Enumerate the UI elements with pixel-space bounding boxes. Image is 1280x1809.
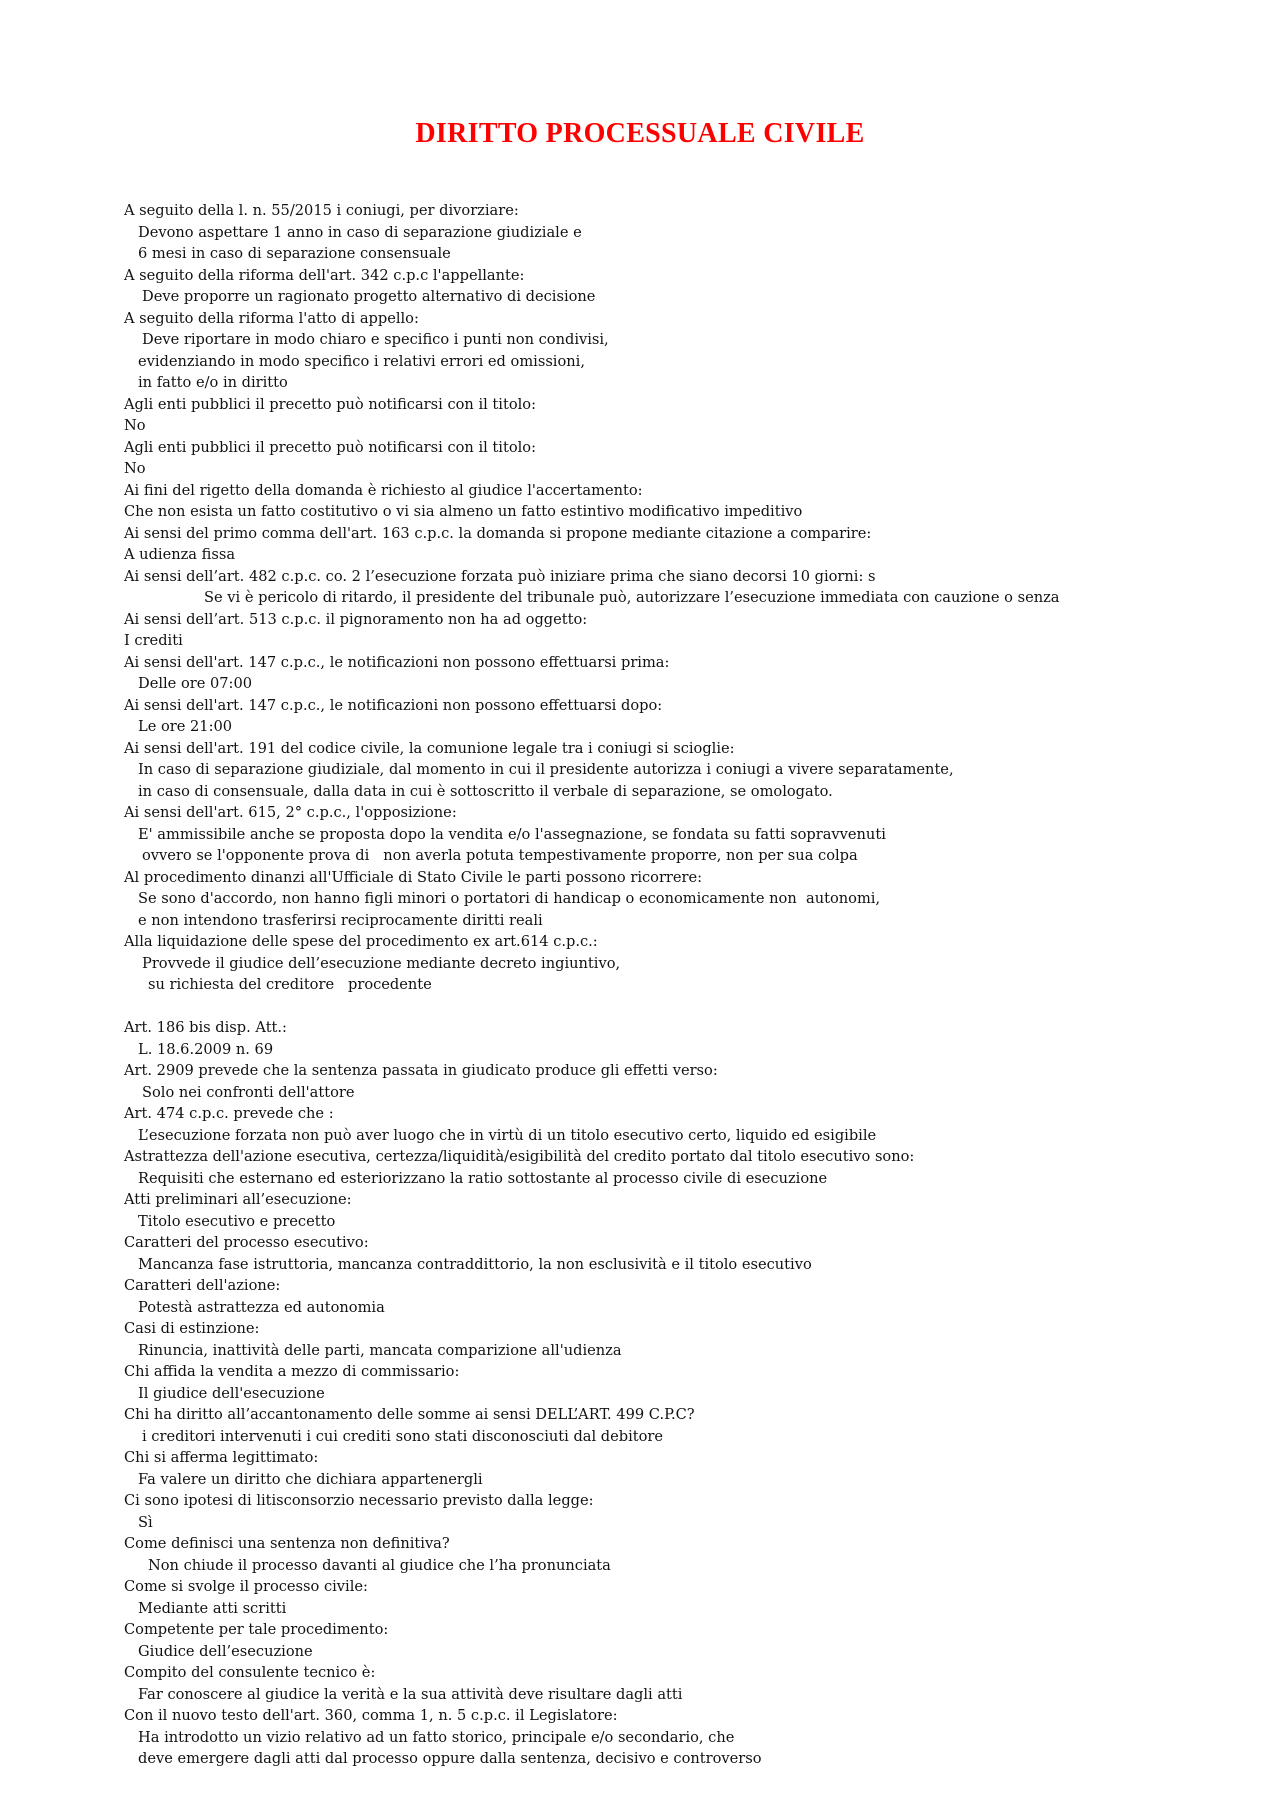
answer-line: Sì: [138, 1513, 153, 1531]
question-line: Ai sensi dell'art. 191 del codice civile, la comunione legale tra i coniugi si scioglie:: [124, 739, 735, 757]
document-body: [124, 200, 1244, 1770]
question-line: Ai sensi dell’art. 513 c.p.c. il pignoramento non ha ad oggetto:: [124, 610, 588, 628]
question-line: Caratteri dell'azione:: [124, 1277, 281, 1294]
question-line: Chi affida la vendita a mezzo di commissario:: [124, 1363, 460, 1380]
answer-line: No: [124, 460, 146, 477]
question-line: Chi ha diritto all’accantonamento delle somme ai sensi DELL’ART. 499 C.P.C?: [124, 1406, 695, 1423]
question-line: A seguito della riforma dell'art. 342 c.p.c l'appellante:: [124, 266, 525, 284]
answer-line: Ha introdotto un vizio relativo ad un fatto storico, principale e/o secondario, che: [138, 1728, 735, 1746]
answer-line: Mediante atti scritti: [138, 1599, 287, 1617]
answer-line: Deve proporre un ragionato progetto alternativo di decisione: [142, 288, 596, 305]
question-line: Art. 474 c.p.c. prevede che :: [124, 1105, 334, 1122]
question-line: Caratteri del processo esecutivo:: [124, 1234, 369, 1251]
answer-line: Le ore 21:00: [138, 718, 233, 735]
answer-line: No: [124, 417, 146, 434]
answer-line: Requisiti che esternano ed esteriorizzano la ratio sottostante al processo civile di esecuzione: [138, 1169, 828, 1187]
answer-line: Delle ore 07:00: [138, 675, 253, 692]
answer-line: Giudice dell’esecuzione: [138, 1642, 313, 1660]
question-line: Astrattezza dell'azione esecutiva, certezza/liquidità/esigibilità del credito portato dal titolo esecutivo sono:: [124, 1148, 915, 1165]
question-line: Atti preliminari all’esecuzione:: [124, 1191, 352, 1208]
answer-line: Devono aspettare 1 anno in caso di separazione giudiziale e: [138, 223, 582, 241]
question-line: A seguito della l. n. 55/2015 i coniugi, per divorziare:: [124, 202, 519, 219]
question-line: Come definisci una sentenza non definitiva?: [124, 1535, 450, 1552]
answer-line: Provvede il giudice dell’esecuzione mediante decreto ingiuntivo,: [142, 954, 621, 972]
answer-line: in fatto e/o in diritto: [138, 374, 288, 391]
question-line: Ai fini del rigetto della domanda è richiesto al giudice l'accertamento:: [124, 481, 643, 499]
question-line: Al procedimento dinanzi all'Ufficiale di Stato Civile le parti possono ricorrere:: [124, 868, 703, 886]
answer-line: L’esecuzione forzata non può aver luogo che in virtù di un titolo esecutivo certo, liquido ed esigibile: [138, 1126, 877, 1144]
answer-line: evidenziando in modo specifico i relativi errori ed omissioni,: [138, 352, 585, 370]
answer-line: Mancanza fase istruttoria, mancanza contraddittorio, la non esclusività e il titolo esecutivo: [138, 1255, 812, 1273]
question-line: Ai sensi dell'art. 147 c.p.c., le notificazioni non possono effettuarsi prima:: [124, 653, 670, 671]
question-line: Compito del consulente tecnico è:: [124, 1664, 376, 1681]
answer-line: Potestà astrattezza ed autonomia: [138, 1298, 385, 1316]
question-line: Competente per tale procedimento:: [124, 1621, 389, 1638]
page-title: DIRITTO PROCESSUALE CIVILE: [415, 118, 865, 149]
answer-line: E' ammissibile anche se proposta dopo la vendita e/o l'assegnazione, se fondata su fatti sopravvenuti: [138, 825, 886, 843]
question-line: Chi si afferma legittimato:: [124, 1449, 319, 1466]
answer-line: deve emergere dagli atti dal processo oppure dalla sentenza, decisivo e controverso: [138, 1750, 762, 1767]
answer-line: ovvero se l'opponente prova di non averla potuta tempestivamente proporre, non per sua colpa: [142, 847, 858, 864]
question-line: Agli enti pubblici il precetto può notificarsi con il titolo:: [124, 438, 536, 456]
answer-line: Far conoscere al giudice la verità e la sua attività deve risultare dagli atti: [138, 1685, 683, 1703]
answer-line: in caso di consensuale, dalla data in cui è sottoscritto il verbale di separazione, se omologato.: [138, 782, 833, 800]
answer-line: L. 18.6.2009 n. 69: [138, 1040, 274, 1058]
answer-line: Non chiude il processo davanti al giudice che l’ha pronunciata: [148, 1556, 611, 1574]
answer-line: In caso di separazione giudiziale, dal momento in cui il presidente autorizza i coniugi a vivere separatamente,: [138, 761, 954, 778]
question-line: Ai sensi del primo comma dell'art. 163 c.p.c. la domanda si propone mediante citazione a comparire:: [124, 524, 872, 542]
question-line: Ai sensi dell’art. 482 c.p.c. co. 2 l’esecuzione forzata può iniziare prima che siano decorsi 10 giorni: s: [124, 567, 876, 585]
question-line: Art. 186 bis disp. Att.:: [124, 1019, 287, 1036]
answer-line: Se sono d'accordo, non hanno figli minori o portatori di handicap o economicamente non autonomi,: [138, 890, 881, 907]
answer-line: Se vi è pericolo di ritardo, il presidente del tribunale può, autorizzare l’esecuzione immediata con cauzione o senza: [204, 589, 1060, 606]
answer-line: 6 mesi in caso di separazione consensuale: [138, 245, 451, 262]
answer-line: I crediti: [124, 632, 183, 649]
answer-line: A udienza fissa: [124, 546, 236, 563]
question-line: Art. 2909 prevede che la sentenza passata in giudicato produce gli effetti verso:: [124, 1062, 718, 1079]
question-line: Ai sensi dell'art. 147 c.p.c., le notificazioni non possono effettuarsi dopo:: [124, 696, 663, 714]
question-line: Casi di estinzione:: [124, 1320, 260, 1337]
question-line: Con il nuovo testo dell'art. 360, comma 1, n. 5 c.p.c. il Legislatore:: [124, 1707, 618, 1724]
answer-line: Solo nei confronti dell'attore: [142, 1083, 355, 1101]
question-line: A seguito della riforma l'atto di appello:: [124, 309, 419, 327]
answer-line: Titolo esecutivo e precetto: [138, 1212, 336, 1230]
answer-line: Che non esista un fatto costitutivo o vi sia almeno un fatto estintivo modificativo impeditivo: [124, 503, 803, 520]
question-line: Ai sensi dell'art. 615, 2° c.p.c., l'opposizione:: [124, 804, 457, 821]
answer-line: e non intendono trasferirsi reciprocamente diritti reali: [138, 911, 543, 929]
question-line: Agli enti pubblici il precetto può notificarsi con il titolo:: [124, 395, 536, 413]
question-line: Ci sono ipotesi di litisconsorzio necessario previsto dalla legge:: [124, 1492, 594, 1509]
question-line: Alla liquidazione delle spese del procedimento ex art.614 c.p.c.:: [124, 933, 598, 950]
question-line: Come si svolge il processo civile:: [124, 1578, 368, 1595]
answer-line: i creditori intervenuti i cui crediti sono stati disconosciuti dal debitore: [142, 1427, 664, 1445]
answer-line: Rinuncia, inattività delle parti, mancata comparizione all'udienza: [138, 1341, 622, 1359]
answer-line: su richiesta del creditore procedente: [148, 976, 432, 993]
blank-line: [124, 996, 1244, 1018]
answer-line: Deve riportare in modo chiaro e specifico i punti non condivisi,: [142, 331, 609, 348]
answer-line: Fa valere un diritto che dichiara appartenergli: [138, 1470, 483, 1488]
answer-line: Il giudice dell'esecuzione: [138, 1384, 325, 1402]
